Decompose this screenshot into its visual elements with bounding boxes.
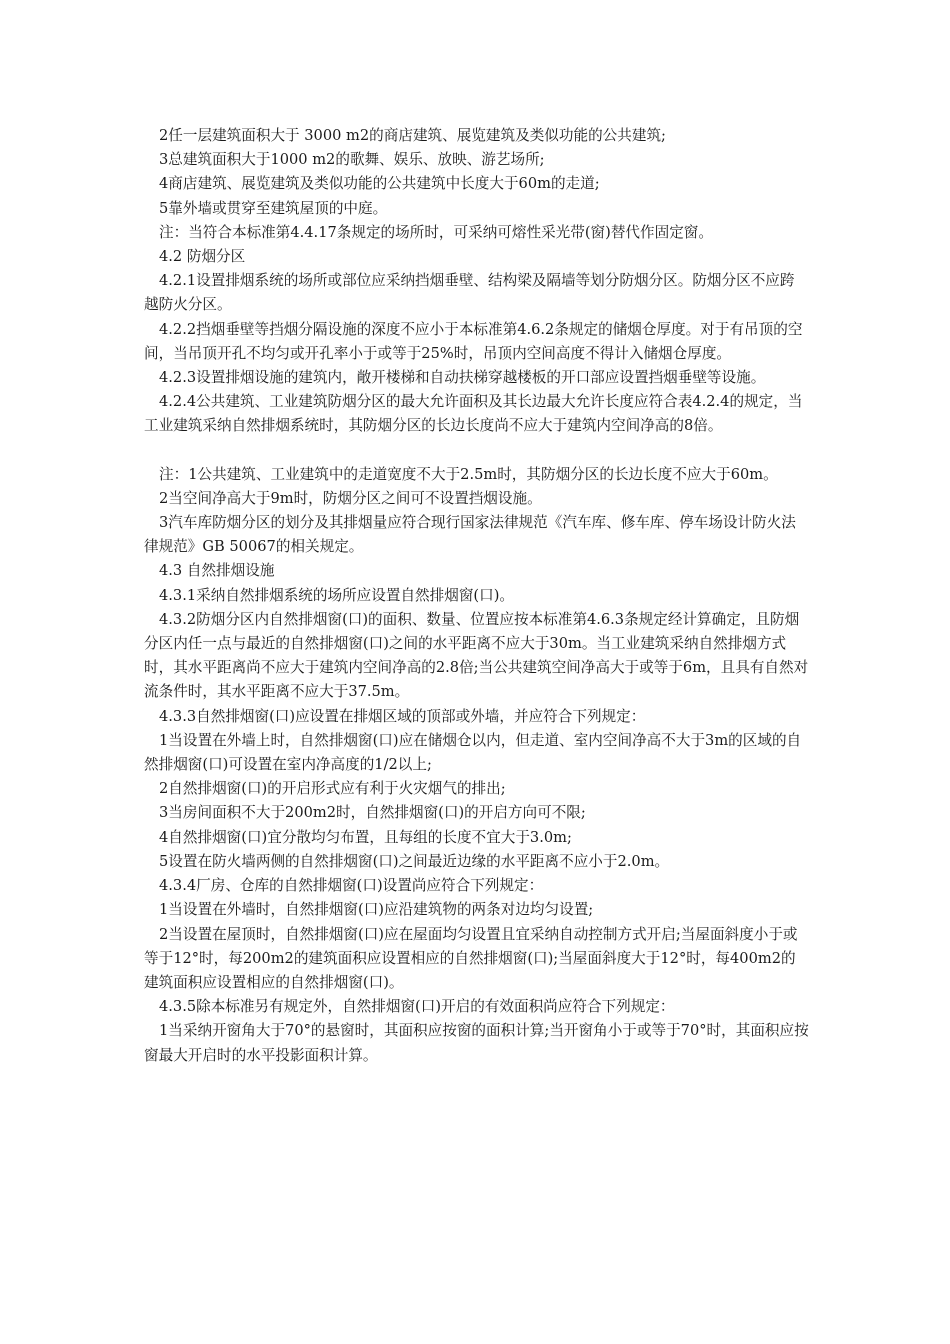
section-heading: 4.2 防烟分区 (159, 248, 246, 266)
paragraph: 1当设置在外墙上时，自然排烟窗(口)应在储烟仓以内，但走道、室内空间净高不大于3m的区域的自然排烟窗(口)可设置在室内净高度的1/2以上; (144, 731, 802, 774)
paragraph: 5靠外墙或贯穿至建筑屋顶的中庭。 (159, 199, 388, 217)
paragraph: 4商店建筑、展览建筑及类似功能的公共建筑中长度大于60m的走道; (159, 175, 600, 193)
paragraph: 2当空间净高大于9m时，防烟分区之间可不设置挡烟设施。 (159, 489, 542, 507)
blank-line (144, 439, 809, 463)
document-body (144, 124, 809, 1068)
paragraph: 1当设置在外墙时，自然排烟窗(口)应沿建筑物的两条对边均匀设置; (159, 901, 594, 919)
clause: 4.3.5除本标准另有规定外，自然排烟窗(口)开启的有效面积尚应符合下列规定： (159, 998, 675, 1016)
paragraph: 3汽车库防烟分区的划分及其排烟量应符合现行国家法律规范《汽车库、修车库、停车场设计防火法律规范》GB 50067的相关规定。 (144, 514, 796, 556)
paragraph: 3总建筑面积大于1000 m2的歌舞、娱乐、放映、游艺场所; (159, 151, 545, 169)
paragraph: 1当采纳开窗角大于70°的悬窗时，其面积应按窗的面积计算;当开窗角小于或等于70°时，其面积应按窗最大开启时的水平投影面积计算。 (144, 1022, 809, 1064)
paragraph: 3当房间面积不大于200m2时，自然排烟窗(口)的开启方向可不限; (159, 804, 586, 822)
clause: 4.3.2防烟分区内自然排烟窗(口)的面积、数量、位置应按本标准第4.6.3条规定经计算确定，且防烟分区内任一点与最近的自然排烟窗(口)之间的水平距离不应大于30m。当工业建筑采纳自然排烟方式时，其水平距离尚不应大于建筑内空间净高的2.8倍;当公共建筑空间净高大于或等于6m，且具有自然对流条件时，其水平距离不应大于37.5m。 (144, 610, 809, 701)
paragraph: 5设置在防火墙两侧的自然排烟窗(口)之间最近边缘的水平距离不应小于2.0m。 (159, 852, 670, 870)
clause: 4.2.3设置排烟设施的建筑内，敞开楼梯和自动扶梯穿越楼板的开口部应设置挡烟垂壁等设施。 (159, 369, 766, 387)
clause: 4.3.3自然排烟窗(口)应设置在排烟区域的顶部或外墙，并应符合下列规定： (159, 707, 646, 725)
paragraph: 2任一层建筑面积大于 3000 m2的商店建筑、展览建筑及类似功能的公共建筑; (159, 127, 666, 144)
paragraph: 4自然排烟窗(口)宜分散均匀布置，且每组的长度不宜大于3.0m; (159, 828, 572, 846)
note: 注：当符合本标准第4.4.17条规定的场所时，可采纳可熔性采光带(窗)替代作固定窗。 (159, 223, 713, 241)
paragraph: 2当设置在屋顶时，自然排烟窗(口)应在屋面均匀设置且宜采纳自动控制方式开启;当屋面斜度小于或等于12°时，每200m2的建筑面积应设置相应的自然排烟窗(口);当屋面斜度大于12°时，每400m2的建筑面积应设置相应的自然排烟窗(口)。 (144, 925, 798, 991)
section-heading: 4.3 自然排烟设施 (159, 562, 275, 580)
clause: 4.2.1设置排烟系统的场所或部位应采纳挡烟垂壁、结构梁及隔墙等划分防烟分区。防烟分区不应跨越防火分区。 (144, 272, 795, 314)
clause: 4.3.4厂房、仓库的自然排烟窗(口)设置尚应符合下列规定： (159, 877, 544, 895)
note: 注：1公共建筑、工业建筑中的走道宽度不大于2.5m时，其防烟分区的长边长度不应大于60m。 (159, 465, 778, 483)
clause: 4.2.2挡烟垂壁等挡烟分隔设施的深度不应小于本标准第4.6.2条规定的储烟仓厚度。对于有吊顶的空间，当吊顶开孔不均匀或开孔率小于或等于25%时，吊顶内空间高度不得计入储烟仓厚度。 (144, 320, 803, 362)
clause: 4.2.4公共建筑、工业建筑防烟分区的最大允许面积及其长边最大允许长度应符合表4.2.4的规定，当工业建筑采纳自然排烟系统时，其防烟分区的长边长度尚不应大于建筑内空间净高的8倍。 (144, 393, 803, 435)
clause: 4.3.1采纳自然排烟系统的场所应设置自然排烟窗(口)。 (159, 586, 514, 604)
paragraph: 2自然排烟窗(口)的开启形式应有利于火灾烟气的排出; (159, 780, 506, 798)
